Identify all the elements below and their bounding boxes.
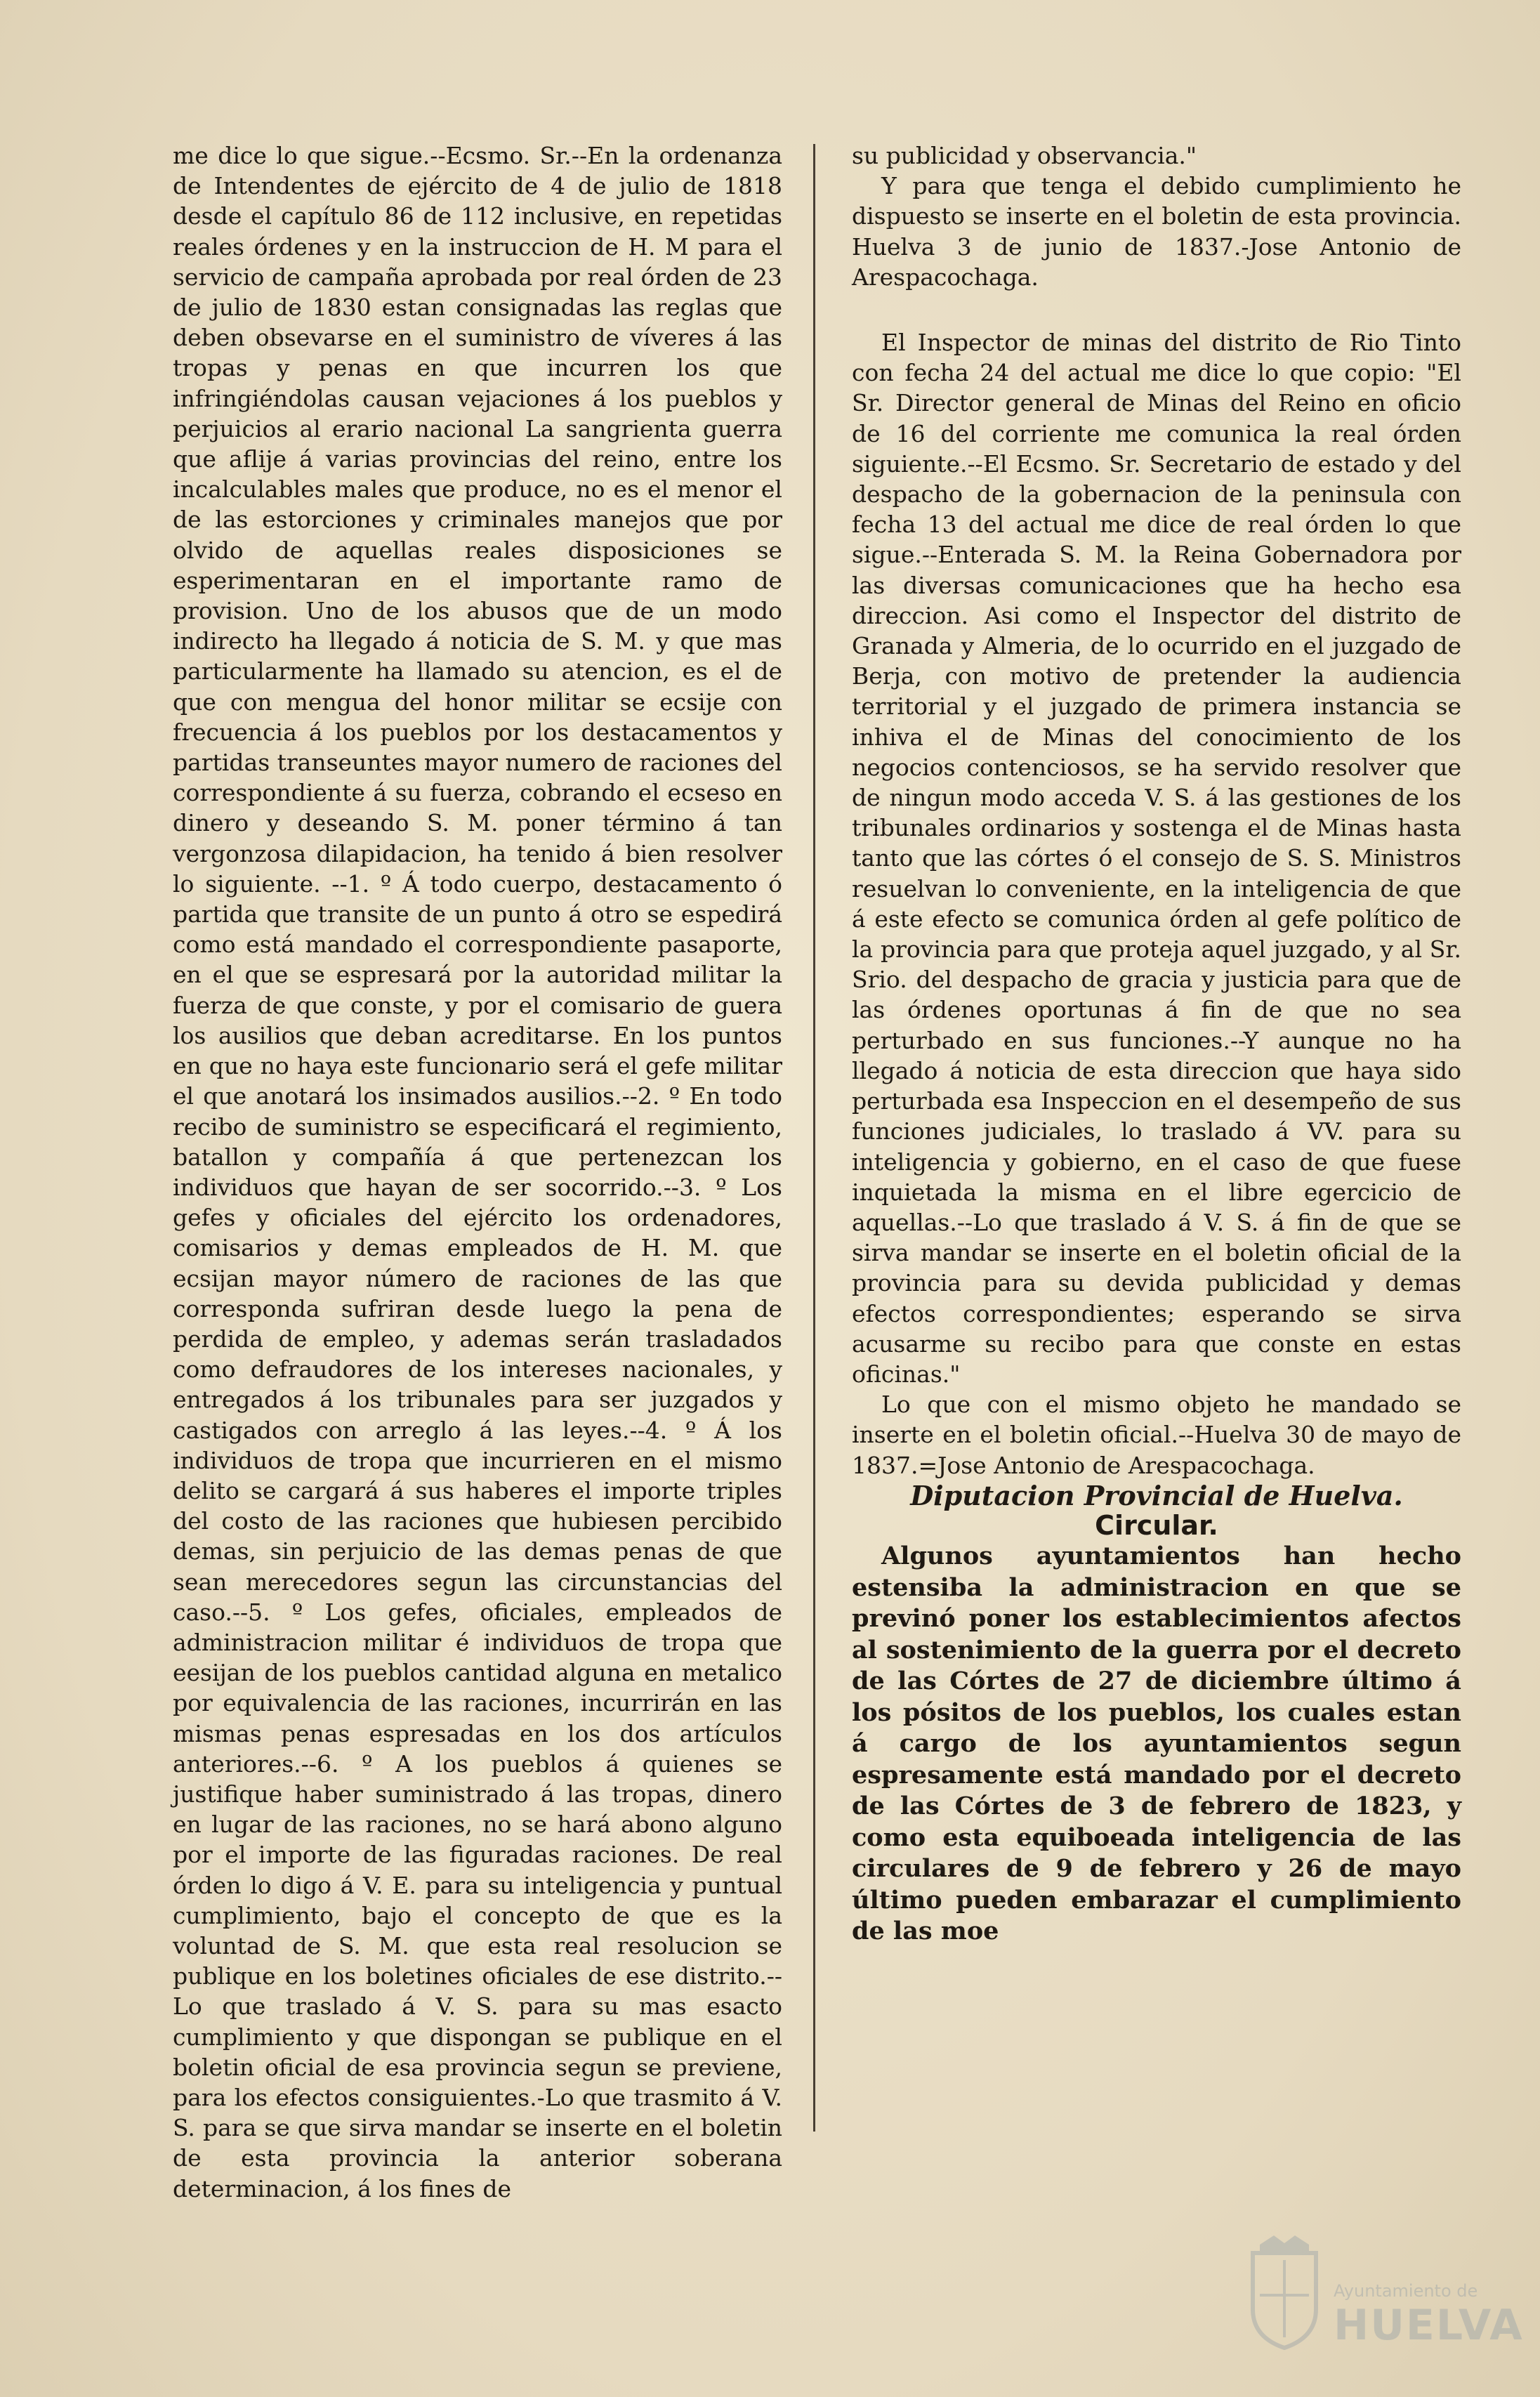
left-column-text: me dice lo que sigue.--Ecsmo. Sr.--En la ordenanza de Intendentes de ejército de 4 de julio de 1818 desde el capítulo 86 de 112 inclusive, en repetidas reales órdenes y en la instruccion de H. M para el servicio de campaña aprobada por real órden de 23 de julio de 1830 estan consignadas las reglas que deben obsevarse en el suministro de víveres á las tropas y penas en que incurren los que infringiéndolas causan vejaciones á los pueblos y perjuicios al erario nacional La sangrienta guerra que aflije á varias provincias del reino, entre los incalculables males que produce, no es el menor el de las estorciones y criminales manejos que por olvido de aquellas reales disposiciones se esperimentaran en el importante ramo de provision. Uno de los abusos que de un modo indirecto ha llegado á noticia de S. M. y que mas particularmente ha llamado su atencion, es el de que con mengua del honor militar se ecsije con frecuencia á los pueblos por los destacamentos y partidas transeuntes mayor numero de raciones del correspondiente á su fuerza, cobrando el ecseso en dinero y deseando S. M. poner término á tan vergonzosa dilapidacion, ha tenido á bien resolver lo siguiente. --1. º Á todo cuerpo, destacamento ó partida que transite de un punto á otro se espedirá como está mandado el correspondiente pasaporte, en el que se espresará por la autoridad militar la fuerza de que conste, y por el comisario de guera los ausilios que deban acreditarse. En los puntos en que no haya este funcionario será el gefe militar el que anotará los insimados ausilios.--2. º En todo recibo de suministro se especificará el regimiento, batallon y compañía á que pertenezcan los individuos que hayan de ser socorrido.--3. º Los gefes y oficiales del ejército los ordenadores, comisarios y demas empleados de H. M. que ecsijan mayor número de raciones de las que corresponda sufriran desde luego la pena de perdida de empleo, y ademas serán trasladados como defraudores de los intereses nacionales, y entregados á los tribunales para ser juzgados y castigados con arreglo á las leyes.--4. º Á los individuos de tropa que incurrieren en el mismo delito se cargará á sus haberes el importe triples del costo de las raciones que hubiesen percibido demas, sin perjuicio de las demas penas de que sean merecedores segun las circunstancias del caso.--5. º Los gefes, oficiales, empleados de administracion militar é individuos de tropa que eesijan de los pueblos cantidad alguna en metalico por equivalencia de las raciones, incurrirán en las mismas penas espresadas en los dos artículos anteriores.--6. º A los pueblos á quienes se justifique haber suministrado á las tropas, dinero en lugar de las raciones, no se hará abono alguno por el importe de las figuradas raciones. De real órden lo digo á V. E. para su inteligencia y puntual cumplimiento, bajo el concepto de que es la voluntad de S. M. que esta real resolucion se publique en los boletines oficiales de ese distrito.--Lo que traslado á V. S. para su mas esacto cumplimiento y que dispongan se publique en el boletin oficial de esa provincia segun se previene, para los efectos consiguientes.-Lo que trasmito á V. S. para se que sirva mandar se inserte en el boletin de esta provincia la anterior soberana determinacion, á los fines de xyxy=(173,142,782,2202)
order-paragraph-2: Lo que con el mismo objeto he mandado se inserte en el boletin oficial.--Huelva 30 de mayo de 1837.=Jose Antonio de Arespacochaga. xyxy=(852,1391,1461,1479)
watermark-line-2: HUELVA xyxy=(1334,2301,1524,2350)
order-paragraph-1: Y para que tenga el debido cumplimiento he dispuesto se inserte en el boletin de esta provincia. Huelva 3 de junio de 1837.-Jose Antonio de Arespacochaga. xyxy=(852,172,1461,291)
left-column xyxy=(173,140,782,2204)
circular-paragraph: Algunos ayuntamientos han hecho estensiba la administracion en que se previnó poner los establecimientos afectos al sostenimiento de la guerra por el decreto de las Córtes de 27 de diciembre último á los pósitos de los pueblos, los cuales estan á cargo de los ayuntamientos segun espresamente está mandado por el decreto de las Córtes de 3 de febrero de 1823, y como esta equiboeada inteligencia de las circulares de 9 de febrero y 26 de mayo último pueden embarazar el cumplimiento de las moe xyxy=(852,1542,1461,1946)
closing-quote-line: su publicidad y observancia." xyxy=(852,142,1197,169)
column-divider xyxy=(813,144,815,2132)
section-heading: Diputacion Provincial de Huelva. xyxy=(910,1479,1403,1511)
right-column xyxy=(852,140,1461,1948)
watermark-line-1: Ayuntamiento de xyxy=(1334,2281,1478,2301)
section-subheading: Circular. xyxy=(1095,1509,1218,1541)
archive-watermark xyxy=(1235,2225,1524,2369)
inspector-letter: El Inspector de minas del distrito de Rio Tinto con fecha 24 del actual me dice lo que copio: "El Sr. Director general de Minas del Reino en oficio de 16 del corriente me comunica la real órden siguiente.--El Ecsmo. Sr. Secretario de estado y del despacho de la gobernacion de la peninsula con fecha 13 del actual me dice de real órden lo que sigue.--Enterada S. M. la Reina Gobernadora por las diversas comunicaciones que ha hecho esa direccion. Asi como el Inspector del distrito de Granada y Almeria, de lo ocurrido en el juzgado de Berja, con motivo de pretender la audiencia territorial y el juzgado de primera instancia se inhiva el de Minas del conocimiento de los negocios contenciosos, se ha servido resolver que de ningun modo acceda V. S. á las gestiones de los tribunales ordinarios y sostenga el de Minas hasta tanto que las córtes ó el consejo de S. S. Ministros resuelvan lo conveniente, en la inteligencia de que á este efecto se comunica órden al gefe político de la provincia para que proteja aquel juzgado, y al Sr. Srio. del despacho de gracia y justicia para que de las órdenes oportunas á fin de que no sea perturbado en sus funciones.--Y aunque no ha llegado á noticia de esta direccion que haya sido perturbada esa Inspeccion en el desempeño de sus funciones judiciales, lo traslado á VV. para su inteligencia y gobierno, en el caso de que fuese inquietada la misma en el libre egercicio de aquellas.--Lo que traslado á V. S. á fin de que se sirva mandar se inserte en el boletin oficial de la provincia para su devida publicidad y demas efectos correspondientes; esperando se sirva acusarme su recibo para que conste en estas oficinas." xyxy=(852,329,1461,1388)
coat-of-arms-icon xyxy=(1242,2232,1327,2351)
